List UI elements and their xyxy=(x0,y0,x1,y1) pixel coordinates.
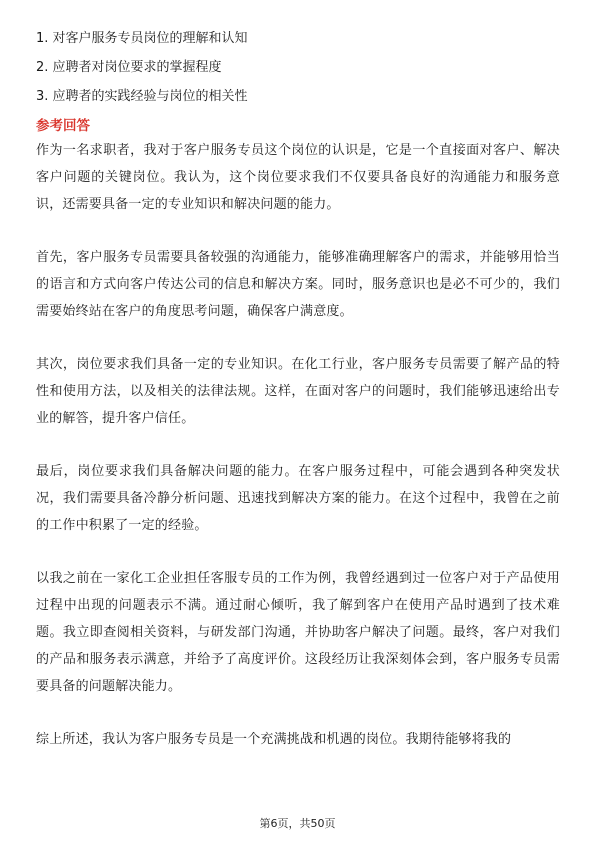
document-page xyxy=(36,30,560,753)
answer-paragraph: 综上所述，我认为客户服务专员是一个充满挑战和机遇的岗位。我期待能够将我的 xyxy=(36,732,512,747)
answer-heading: 参考回答 xyxy=(36,118,90,134)
answer-paragraph: 以我之前在一家化工企业担任客服专员的工作为例，我曾经遇到过一位客户对于产品使用过程中出现的问题表示不满。通过耐心倾听，我了解到客户在使用产品时遇到了技术难题。我立即查阅相关资料，与研发部门沟通，并协助客户解决了问题。最终，客户对我们的产品和服务表示满意，并给予了高度评价。这段经历让我深刻体会到，客户服务专员需要具备的问题解决能力。 xyxy=(36,571,560,694)
answer-paragraph: 其次，岗位要求我们具备一定的专业知识。在化工行业，客户服务专员需要了解产品的特性和使用方法，以及相关的法律法规。这样，在面对客户的问题时，我们能够迅速给出专业的解答，提升客户信任。 xyxy=(36,357,560,426)
page-number-footer: 第6页，共50页 xyxy=(259,817,336,830)
criteria-item: 3. 应聘者的实践经验与岗位的相关性 xyxy=(36,89,248,104)
evaluation-criteria-list xyxy=(36,30,560,106)
answer-paragraph: 首先，客户服务专员需要具备较强的沟通能力，能够准确理解客户的需求，并能够用恰当的语言和方式向客户传达公司的信息和解决方案。同时，服务意识也是必不可少的，我们需要始终站在客户的角度思考问题，确保客户满意度。 xyxy=(36,250,560,319)
criteria-item: 2. 应聘者对岗位要求的掌握程度 xyxy=(36,60,222,75)
answer-paragraph: 最后，岗位要求我们具备解决问题的能力。在客户服务过程中，可能会遇到各种突发状况，我们需要具备冷静分析问题、迅速找到解决方案的能力。在这个过程中，我曾在之前的工作中积累了一定的经验。 xyxy=(36,464,560,533)
answer-paragraph: 作为一名求职者，我对于客户服务专员这个岗位的认识是，它是一个直接面对客户、解决客户问题的关键岗位。我认为，这个岗位要求我们不仅要具备良好的沟通能力和服务意识，还需要具备一定的专业知识和解决问题的能力。 xyxy=(36,143,560,212)
criteria-item: 1. 对客户服务专员岗位的理解和认知 xyxy=(36,31,248,46)
